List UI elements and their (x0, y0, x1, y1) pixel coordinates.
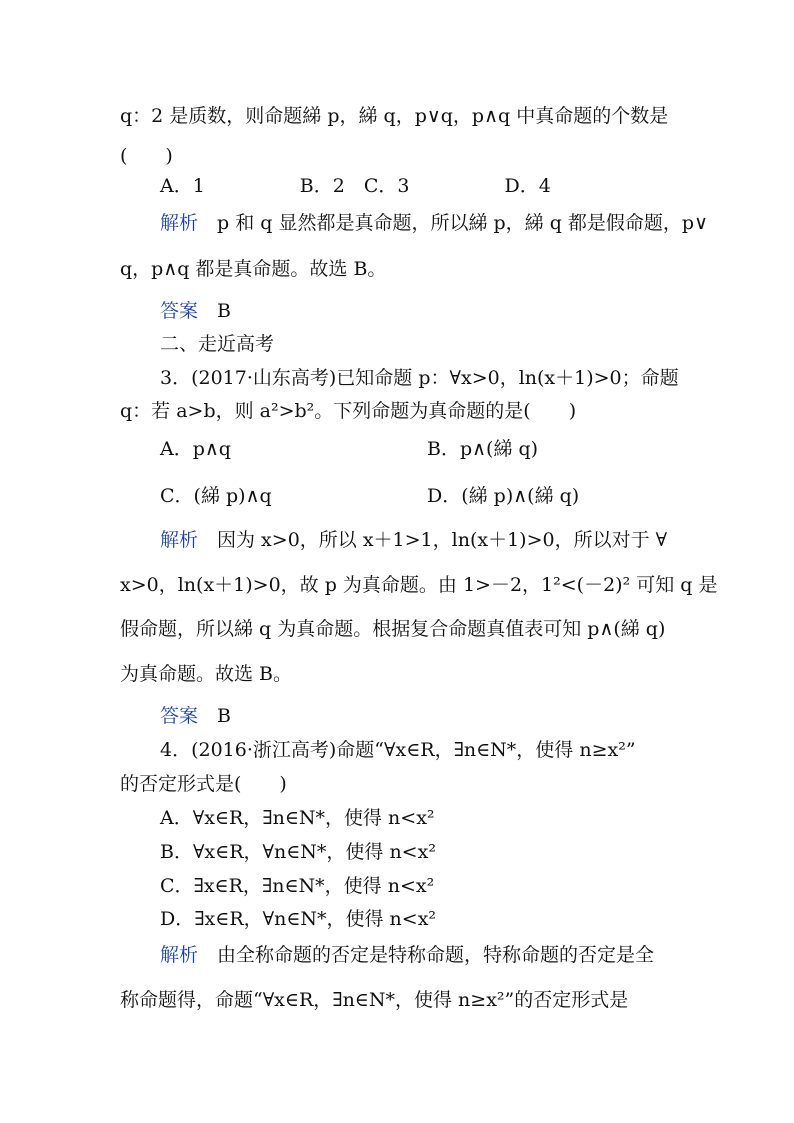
answer-q2 (0, 299, 794, 323)
options-q3-row1 (0, 437, 794, 461)
analysis-q3-cont3: 为真命题。故选 B。 (120, 663, 293, 685)
analysis-q2-cont: q，p∧q 都是真命题。故选 B。 (120, 258, 387, 280)
analysis-q3 (0, 528, 794, 552)
answer-label: 答案 (160, 705, 199, 727)
analysis-q3-cont2: 假命题，所以綈 q 为真命题。根据复合命题真值表可知 p∧(綈 q) (120, 618, 666, 640)
option-c: C．(綈 p)∧q (160, 485, 272, 507)
section-heading: 二、走近高考 (160, 333, 275, 355)
question-3: 3．(2017·山东高考)已知命题 p：∀x>0，ln(x＋1)>0；命题 (160, 367, 679, 389)
analysis-label: 解析 (160, 212, 199, 234)
answer-q3 (0, 704, 794, 728)
question-4: 4．(2016·浙江高考)命题“∀x∈R，∃n∈N*，使得 n≥x²” (160, 739, 636, 761)
blank-parens: ( ) (120, 145, 173, 167)
analysis-text: 由全称命题的否定是特称命题，特称命题的否定是全 (198, 944, 655, 966)
option-a: A．p∧q (160, 438, 231, 460)
option-c-q4: C．∃x∈R，∃n∈N*，使得 n<x² (160, 875, 435, 897)
analysis-text: p 和 q 显然都是真命题，所以綈 p，綈 q 都是假命题，p∨ (198, 212, 708, 234)
analysis-q2 (0, 211, 794, 235)
q-condition-line: q：2 是质数，则命题綈 p，綈 q，p∨q，p∧q 中真命题的个数是 (120, 105, 669, 127)
option-a-q4: A．∀x∈R，∃n∈N*，使得 n<x² (160, 807, 435, 829)
option-d-q4: D．∃x∈R，∀n∈N*，使得 n<x² (160, 908, 437, 930)
answer-value: B (198, 705, 231, 727)
options-q3-row2 (0, 484, 794, 508)
option-d: D．(綈 p)∧(綈 q) (427, 485, 580, 507)
answer-label: 答案 (160, 300, 199, 322)
analysis-q4-cont: 称命题得，命题“∀x∈R，∃n∈N*，使得 n≥x²”的否定形式是 (120, 989, 629, 1011)
options-q2: A．1 B．2 C．3 D．4 (160, 175, 551, 197)
option-b: B．p∧(綈 q) (427, 438, 539, 460)
option-b-q4: B．∀x∈R，∀n∈N*，使得 n<x² (160, 841, 436, 863)
analysis-q3-cont1: x>0，ln(x＋1)>0，故 p 为真命题。由 1>－2，1²<(－2)² 可知 q 是 (120, 574, 718, 596)
analysis-text: 因为 x>0，所以 x＋1>1，ln(x＋1)>0，所以对于 ∀ (198, 529, 668, 551)
question-4-cont: 的否定形式是( ) (120, 773, 287, 795)
analysis-label: 解析 (160, 529, 199, 551)
answer-value: B (198, 300, 231, 322)
analysis-label: 解析 (160, 944, 199, 966)
analysis-q4 (0, 943, 794, 967)
question-3-cont: q：若 a>b，则 a²>b²。下列命题为真命题的是( ) (120, 400, 577, 422)
